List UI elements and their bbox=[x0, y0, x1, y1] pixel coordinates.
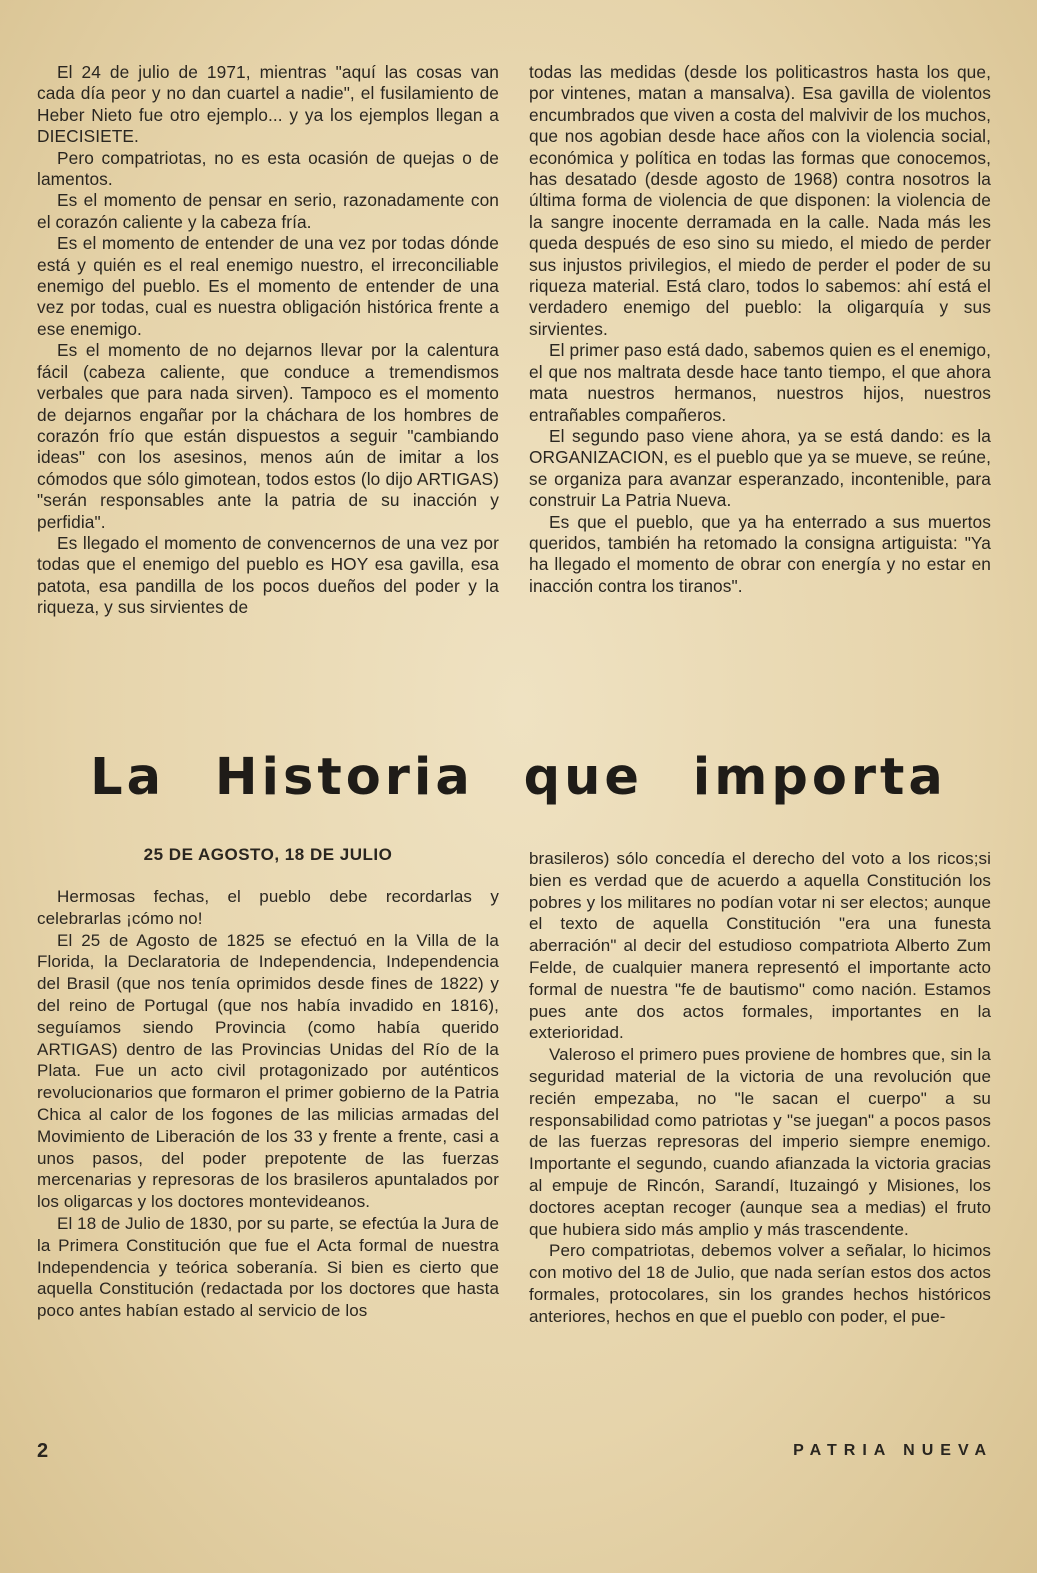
article-bottom-left-column bbox=[37, 886, 499, 1322]
paragraph: todas las medidas (desde los politicastros hasta los que, por vintenes, matan a mansalva). Esa gavilla de violentos encumbrados que viven a costa del malvivir de los muchos, que nos agobian desde hace años con la violencia social, económica y política en todas las formas que conocemos, has desatado (desde agosto de 1968) contra nosotros la última forma de violencia de que disponen: la violencia de la sangre inocente derramada en la calle. Nada más les queda después de eso sino su miedo, el miedo de perder sus injustos privilegios, el miedo de perder el poder de su riqueza material. Está claro, todos lo sabemos: ahí está el verdadero enemigo del pueblo: la oligarquía y sus sirvientes. bbox=[529, 62, 991, 339]
section-subhead: 25 DE AGOSTO, 18 DE JULIO bbox=[143, 845, 393, 864]
paragraph: Es el momento de entender de una vez por todas dónde está y quién es el real enemigo nuestro, el irreconciliable enemigo del pueblo. Es el momento de entender de una vez por todas, cual es nuestra obligación histórica frente a ese enemigo. bbox=[37, 233, 499, 339]
article-bottom-right-column bbox=[529, 848, 991, 1328]
paragraph: Valeroso el primero pues proviene de hombres que, sin la seguridad material de la victoria de una revolución que recién empezaba, no "le sacan el cuerpo" a su responsabilidad como patriotas y "se juegan" a pocos pasos de las fuerzas represoras del imperio siempre enemigo. Importante el segundo, cuando afianzada la victoria gracias al empuje de Rincón, Sarandí, Ituzaingó y Misiones, los doctores aceptan recoger (aunque sea a medias) el fruto que hubiera sido más amplio y más trascendente. bbox=[529, 1045, 991, 1239]
paragraph: Hermosas fechas, el pueblo debe recordarlas y celebrarlas ¡cómo no! bbox=[37, 887, 499, 928]
paragraph: El segundo paso viene ahora, ya se está dando: es la ORGANIZACION, es el pueblo que ya se mueve, se reúne, se organiza para avanzar esperanzado, incontenible, para construir La Patria Nueva. bbox=[529, 425, 991, 511]
publication-title: PATRIA NUEVA bbox=[793, 1442, 993, 1459]
headline: La Historia que importa bbox=[90, 748, 947, 807]
page-number: 2 bbox=[37, 1440, 49, 1462]
paragraph: Pero compatriotas, debemos volver a señalar, lo hicimos con motivo del 18 de Julio, que nada serían estos dos actos formales, protocolares, sin los grandes hechos históricos anteriores, hechos en que el pueblo con poder, el pue- bbox=[529, 1241, 991, 1326]
article-top-right-column bbox=[529, 62, 991, 597]
paragraph: El 25 de Agosto de 1825 se efectuó en la Villa de la Florida, la Declaratoria de Independencia, Independencia del Brasil (que nos tenía oprimidos desde fines de 1822) y del reino de Portugal (que nos había invadido en 1816), seguíamos siendo Provincia (como había querido ARTIGAS) dentro de las Provincias Unidas del Río de la Plata. Fue un acto civil protagonizado por auténticos revolucionarios que formaron el primer gobierno de la Patria Chica al calor de los fogones de las milicias armadas del Movimiento de Liberación de los 33 y frente a frente, casi a unos pasos, del poder prepotente de las fuerzas mercenarias y represoras de los brasileros apuntalados por los oligarcas y los doctores montevideanos. bbox=[37, 930, 499, 1212]
paragraph: Es el momento de pensar en serio, razonadamente con el corazón caliente y la cabeza fría. bbox=[37, 190, 499, 232]
paragraph: brasileros) sólo concedía el derecho del voto a los ricos;si bien es verdad que de acuerdo a aquella Constitución los pobres y los militares no podían votar ni ser electos; aunque el texto de aquella Constitución "era una funesta aberración" al decir del estudioso compatriota Alberto Zum Felde, de cualquier manera representó el importante acto formal de nuestra "fe de bautismo" como nación. Estamos pues ante dos actos formales, importantes en la exterioridad. bbox=[529, 849, 991, 1043]
paragraph: El 18 de Julio de 1830, por su parte, se efectúa la Jura de la Primera Constitución que fue el Acta formal de nuestra Independencia y teórica soberanía. Si bien es cierto que aquella Constitución (redactada por los doctores que hasta poco antes habían estado al servicio de los bbox=[37, 1213, 499, 1321]
article-top-left-column bbox=[37, 62, 499, 619]
paragraph: El 24 de julio de 1971, mientras "aquí las cosas van cada día peor y no dan cuartel a nadie", el fusilamiento de Heber Nieto fue otro ejemplo... y ya los ejemplos llegan a DIECISIETE. bbox=[37, 62, 499, 147]
paragraph: Pero compatriotas, no es esta ocasión de quejas o de lamentos. bbox=[37, 147, 499, 190]
paragraph: El primer paso está dado, sabemos quien es el enemigo, el que nos maltrata desde hace tanto tiempo, el que ahora mata nuestros hermanos, nuestros hijos, nuestros entrañables compañeros. bbox=[529, 340, 991, 425]
paragraph: Es llegado el momento de convencernos de una vez por todas que el enemigo del pueblo es HOY esa gavilla, esa patota, esa pandilla de los pocos dueños del poder y la riqueza, y sus sirvientes de bbox=[37, 532, 499, 618]
paragraph: Es el momento de no dejarnos llevar por la calentura fácil (cabeza caliente, que conduce a tremendismos verbales que para nada sirven). Tampoco es el momento de dejarnos engañar por la cháchara de los hombres de corazón frío que están dispuestos a seguir "cambiando ideas" con los asesinos, menos aún de imitar a los cómodos que sólo gimotean, todos estos (lo dijo ARTIGAS) "serán responsables ante la patria de su inacción y perfidia". bbox=[37, 340, 499, 532]
paragraph: Es que el pueblo, que ya ha enterrado a sus muertos queridos, también ha retomado la consigna artiguista: "Ya ha llegado el momento de obrar con energía y no estar en inacción contra los tiranos". bbox=[529, 511, 991, 596]
